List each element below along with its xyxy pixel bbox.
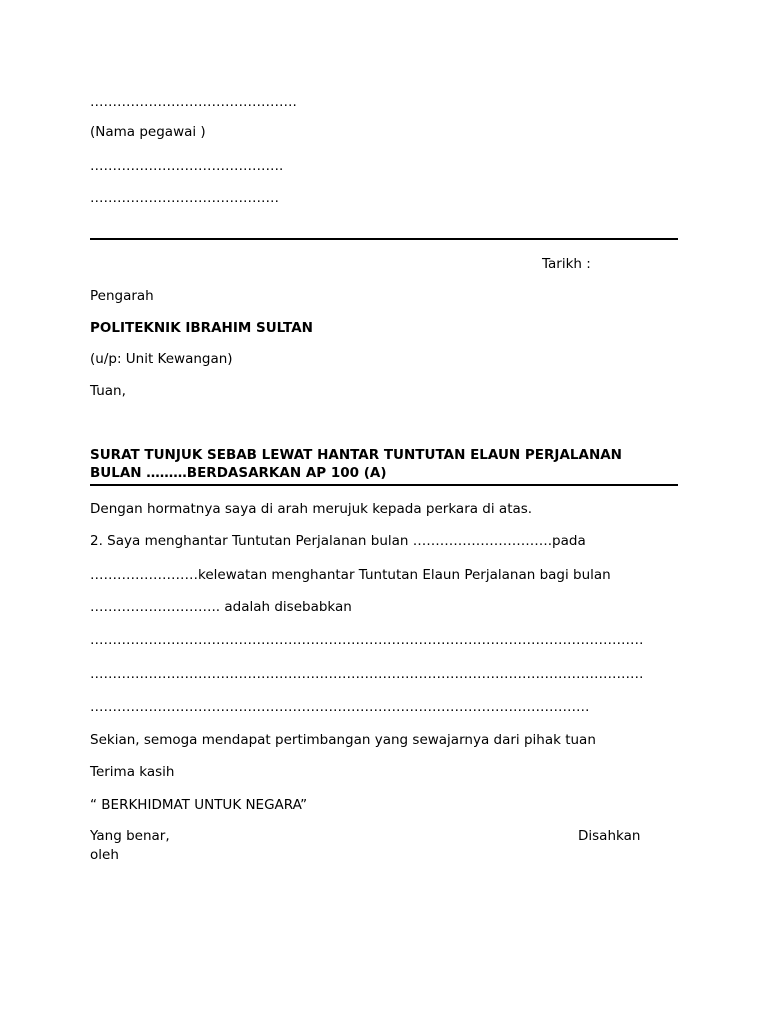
subject-line-2: BULAN ………BERDASARKAN AP 100 (A) [90,465,387,481]
recipient-institution: POLITEKNIK IBRAHIM SULTAN [90,320,313,336]
sender-dots-line-1: ………………………………………. [90,94,297,110]
reason-dots-line-2: …………………………………………………………………………………………………………… [90,666,644,682]
sender-dots-line-2: ……………………………………. [90,158,284,174]
date-label: Tarikh : [542,256,591,272]
paragraph-2-line-2: ……………………kelewatan menghantar Tuntutan Elaun Perjalanan bagi bulan [90,567,611,583]
sender-dots-line-3: …………………………………… [90,190,279,206]
approved-by-continuation: oleh [90,847,119,863]
salutation: Tuan, [90,383,126,399]
header-divider [90,238,678,240]
closing-paragraph: Sekian, semoga mendapat pertimbangan yang sewajarnya dari pihak tuan [90,732,596,748]
yours-truly-label: Yang benar, [90,828,170,844]
reason-dots-line-1: …………………………………………………………………………………………………………… [90,632,644,648]
opening-paragraph: Dengan hormatnya saya di arah merujuk kepada perkara di atas. [90,501,533,517]
subject-line-1: SURAT TUNJUK SEBAB LEWAT HANTAR TUNTUTAN ELAUN PERJALANAN [90,447,622,463]
thanks-text: Terima kasih [90,764,175,780]
paragraph-2-line-1: 2. Saya menghantar Tuntutan Perjalanan bulan ………………………….pada [90,533,586,549]
subject-underline [90,484,678,486]
reason-dots-line-3: ………………………………………………………………………………………………… [90,699,590,715]
motto-text: “ BERKHIDMAT UNTUK NEGARA” [90,797,308,813]
paragraph-2-line-3: ……………………….. adalah disebabkan [90,599,352,615]
employee-name-label: (Nama pegawai ) [90,124,206,140]
recipient-title: Pengarah [90,288,154,304]
approved-by-label: Disahkan [578,828,641,844]
recipient-attention: (u/p: Unit Kewangan) [90,351,233,367]
